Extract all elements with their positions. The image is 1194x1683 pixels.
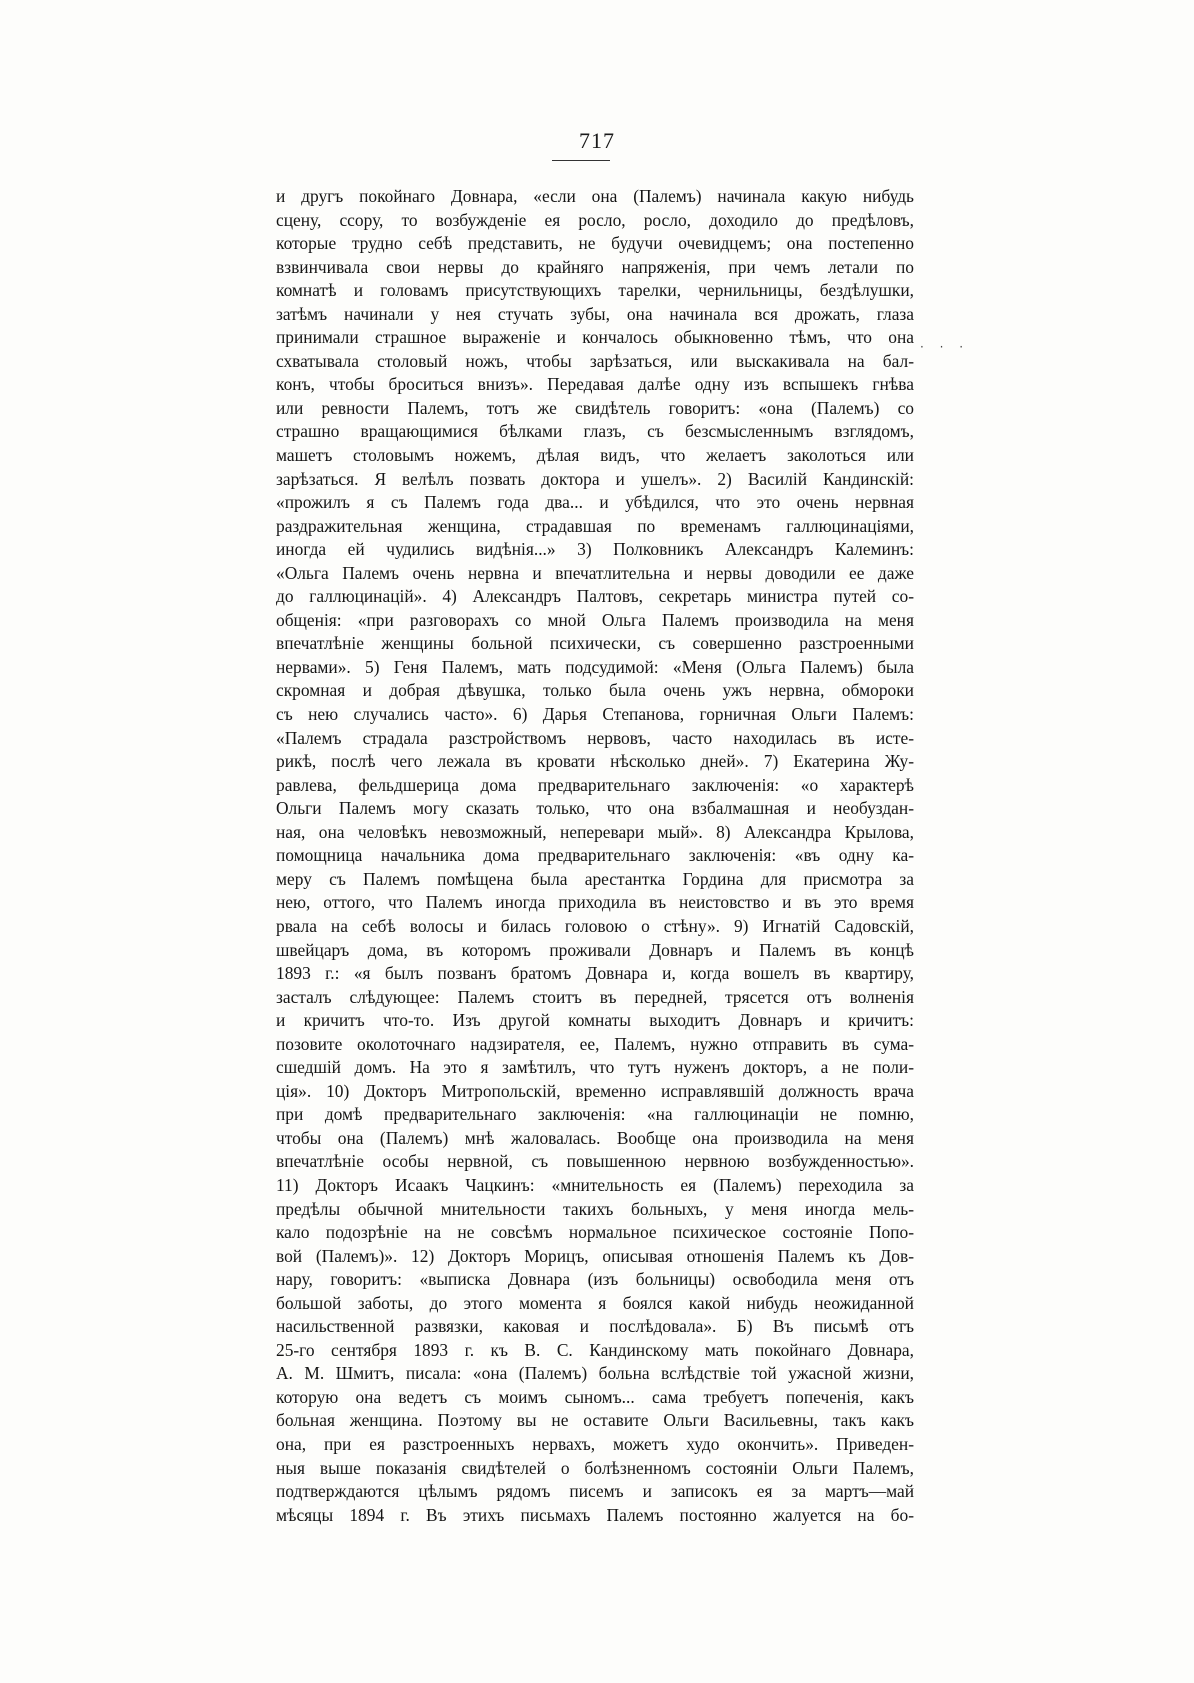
text-line: затѣмъ начинали у нея стучать зубы, она начинала вся дрожать, глаза — [276, 303, 914, 324]
text-line: сцену, ссору, то возбужденіе ея росло, росло, доходило до предѣловъ, — [276, 209, 914, 230]
text-line: насильственной развязки, каковая и послѣдовала». Б) Въ письмѣ отъ — [276, 1316, 914, 1337]
text-line: помощница начальника дома предварительнаго заключенія: «въ одну ка- — [276, 845, 914, 866]
body-text — [276, 185, 914, 1527]
text-line: Ольги Палемъ могу сказать только, что она взбалмашная и необуздан- — [276, 798, 914, 819]
text-line: принимали страшное выраженіе и кончалось обыкновенно тѣмъ, что она — [276, 327, 914, 348]
text-line: сшедшій домъ. На это я замѣтилъ, что тутъ нуженъ докторъ, а не поли- — [276, 1057, 914, 1078]
text-line: нервами». 5) Геня Палемъ, мать подсудимой: «Меня (Ольга Палемъ) была — [276, 656, 914, 677]
text-line: подтверждаются цѣлымъ рядомъ писемъ и записокъ ея за мартъ—май — [276, 1481, 914, 1502]
text-line: ныя выше показанія свидѣтелей о болѣзненномъ состояніи Ольги Палемъ, — [276, 1457, 914, 1478]
text-line: и кричитъ что-то. Изъ другой комнаты выходитъ Довнаръ и кричитъ: — [276, 1010, 914, 1031]
text-line: которую она ведетъ съ моимъ сыномъ... сама требуетъ попеченія, какъ — [276, 1386, 914, 1407]
text-line: чтобы она (Палемъ) мнѣ жаловалась. Вообще она производила на меня — [276, 1127, 914, 1148]
text-line: 1893 г.: «я былъ позванъ братомъ Довнара и, когда вошелъ въ квартиру, — [276, 963, 914, 984]
text-line: рикѣ, послѣ чего лежала въ кровати нѣсколько дней». 7) Екатерина Жу- — [276, 751, 914, 772]
text-line: раздражительная женщина, страдавшая по временамъ галлюцинаціями, — [276, 515, 914, 536]
text-line: 11) Докторъ Исаакъ Чацкинъ: «мнительность ея (Палемъ) переходила за — [276, 1174, 914, 1195]
text-line: машетъ столовымъ ножемъ, дѣлая видъ, что желаетъ заколоться или — [276, 445, 914, 466]
text-line: иногда ей чудились видѣнія...» 3) Полковникъ Александръ Калеминъ: — [276, 539, 914, 560]
text-line: равлева, фельдшерица дома предварительнаго заключенія: «о характерѣ — [276, 774, 914, 795]
text-line: или ревности Палемъ, тотъ же свидѣтель говоритъ: «она (Палемъ) со — [276, 397, 914, 418]
text-line: позовите околоточнаго надзирателя, ее, Палемъ, нужно отправить въ сума- — [276, 1033, 914, 1054]
text-line: большой заботы, до этого момента я боялся какой нибудь неожиданной — [276, 1292, 914, 1313]
text-line: она, при ея разстроенныхъ нервахъ, можетъ худо окончить». Приведен- — [276, 1433, 914, 1454]
page-number: 717 — [579, 128, 615, 153]
text-line: впечатлѣніе особы нервной, съ повышенною нервною возбужденностью». — [276, 1151, 914, 1172]
text-line: рвала на себѣ волосы и билась головою о стѣну». 9) Игнатій Садовскій, — [276, 915, 914, 936]
text-line: впечатлѣніе женщины больной психически, съ совершенно разстроенными — [276, 633, 914, 654]
text-line: и другъ покойнаго Довнара, «если она (Палемъ) начинала какую нибудь — [276, 186, 914, 206]
text-line: при домѣ предварительнаго заключенія: «на галлюцинаціи не помню, — [276, 1104, 914, 1125]
text-line: общенія: «при разговорахъ со мной Ольга Палемъ производила на меня — [276, 609, 914, 630]
text-line: «Палемъ страдала разстройствомъ нервовъ, часто находилась въ исте- — [276, 727, 914, 748]
text-line: конъ, чтобы броситься внизъ». Передавая далѣе одну изъ вспышекъ гнѣва — [276, 374, 914, 395]
text-line: «прожилъ я съ Палемъ года два... и убѣдился, что это очень нервная — [276, 492, 914, 513]
text-line: съ нею случались часто». 6) Дарья Степанова, горничная Ольги Палемъ: — [276, 704, 914, 725]
text-line: меру съ Палемъ помѣщена была арестантка Гордина для присмотра за — [276, 868, 914, 889]
text-line: которые трудно себѣ представить, не будучи очевидцемъ; она постепенно — [276, 233, 914, 254]
text-line: схватывала столовый ножъ, чтобы зарѣзаться, или выскакивала на бал- — [276, 350, 914, 371]
text-line: ная, она человѣкъ невозможный, неперевари мый». 8) Александра Крылова, — [276, 821, 914, 842]
text-line: нею, оттого, что Палемъ иногда приходила въ неистовство и въ это время — [276, 892, 914, 913]
text-line: засталъ слѣдующее: Палемъ стоитъ въ передней, трясется отъ волненія — [276, 986, 914, 1007]
text-line: швейцаръ дома, въ которомъ проживали Довнаръ и Палемъ въ концѣ — [276, 939, 914, 960]
text-line: ція». 10) Докторъ Митропольскій, временно исправлявшій должность врача — [276, 1080, 914, 1101]
text-line: комнатѣ и головамъ присутствующихъ тарелки, чернильницы, бездѣлушки, — [276, 280, 914, 301]
text-line: А. М. Шмитъ, писала: «она (Палемъ) больна вслѣдствіе той ужасной жизни, — [276, 1363, 914, 1384]
margin-mark: · · · — [920, 340, 970, 354]
text-line: вой (Палемъ)». 12) Докторъ Морицъ, описывая отношенія Палемъ къ Дов- — [276, 1245, 914, 1266]
text-line: мѣсяцы 1894 г. Въ этихъ письмахъ Палемъ постоянно жалуется на бо- — [276, 1504, 914, 1525]
text-line: скромная и добрая дѣвушка, только была очень ужъ нервна, обмороки — [276, 680, 914, 701]
text-line: предѣлы обычной мнительности такихъ больныхъ, у меня иногда мель- — [276, 1198, 914, 1219]
text-line: зарѣзаться. Я велѣлъ позвать доктора и ушелъ». 2) Василій Кандинскій: — [276, 468, 914, 489]
text-line: взвинчивала свои нервы до крайняго напряженія, при чемъ летали по — [276, 256, 914, 277]
text-line: нару, говоритъ: «выписка Довнара (изъ больницы) освободила меня отъ — [276, 1269, 914, 1290]
text-line: до галлюцинацій». 4) Александръ Палтовъ, секретарь министра путей со- — [276, 586, 914, 607]
text-line: страшно вращающимися бѣлками глазъ, съ безсмысленнымъ взглядомъ, — [276, 421, 914, 442]
text-line: кало подозрѣніе на не совсѣмъ нормальное психическое состояніе Попо- — [276, 1222, 914, 1243]
page-number-rule — [552, 160, 610, 161]
text-line: 25-го сентября 1893 г. къ В. С. Кандинскому мать покойнаго Довнара, — [276, 1339, 914, 1360]
text-line: больная женщина. Поэтому вы не оставите Ольги Васильевны, такъ какъ — [276, 1410, 914, 1431]
text-line: «Ольга Палемъ очень нервна и впечатлительна и нервы доводили ее даже — [276, 562, 914, 583]
